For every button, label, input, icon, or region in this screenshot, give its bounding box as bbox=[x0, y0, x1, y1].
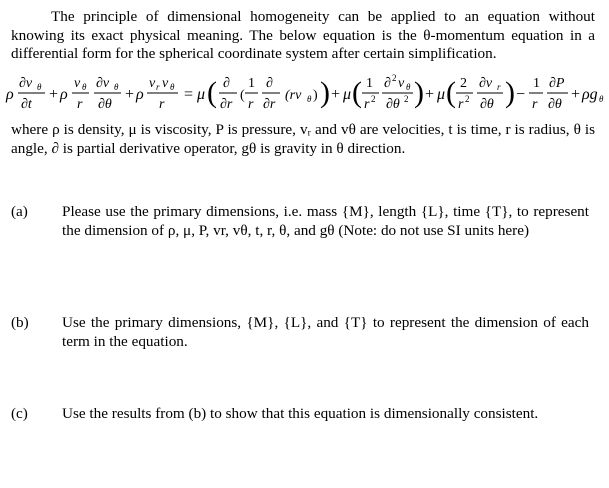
eq-rparen-big-2: ) bbox=[414, 76, 424, 109]
eq-num-v-9: v bbox=[398, 76, 405, 91]
eq-equals: = bbox=[184, 86, 194, 103]
eq-lparen-big-3: ( bbox=[446, 76, 456, 109]
question-a-label: (a) bbox=[11, 203, 28, 220]
eq-num-one-8: 1 bbox=[366, 76, 373, 91]
eq-den-dtheta-3: ∂θ bbox=[98, 97, 112, 112]
eq-sub-theta-2: θ bbox=[82, 82, 87, 92]
eq-num-vr: v bbox=[149, 76, 156, 91]
eq-num-d2: ∂ bbox=[384, 76, 391, 91]
eq-plus-5: + bbox=[571, 86, 581, 103]
eq-num-partial-7: ∂ bbox=[266, 76, 273, 91]
eq-sub-theta-4: θ bbox=[170, 82, 175, 92]
eq-den-r-6: r bbox=[248, 97, 254, 112]
eq-num-dv-11: ∂v bbox=[479, 76, 493, 91]
question-c bbox=[11, 405, 601, 425]
eq-rho-1: ρ bbox=[6, 86, 14, 103]
question-a bbox=[11, 203, 601, 263]
eq-den-dt: ∂t bbox=[21, 97, 32, 112]
theta-momentum-equation bbox=[0, 62, 609, 120]
eq-lparen-big-2: ( bbox=[352, 76, 362, 109]
eq-den-dtheta-11: ∂θ bbox=[480, 97, 494, 112]
question-c-label: (c) bbox=[11, 405, 28, 422]
eq-num-dP: ∂P bbox=[549, 76, 565, 91]
eq-num-vt: v bbox=[162, 76, 169, 91]
eq-sub-theta-6: θ bbox=[406, 82, 411, 92]
eq-den-sq-10: 2 bbox=[465, 94, 470, 104]
eq-sub-theta-3: θ bbox=[114, 82, 119, 92]
eq-plus-4: + bbox=[425, 86, 435, 103]
eq-den-r2-8: r bbox=[364, 97, 370, 112]
eq-den-dr-7: ∂r bbox=[263, 97, 276, 112]
eq-num-two-10: 2 bbox=[460, 76, 467, 91]
eq-den-dtheta-13: ∂θ bbox=[548, 97, 562, 112]
intro-paragraph: The principle of dimensional homogeneity can be applied to an equation without knowing its exact physical meaning. The below equation is the θ-momentum equation in a differential form for the spherical coordinate system after certain simplification. bbox=[11, 8, 595, 62]
eq-rv-theta: (rv bbox=[285, 88, 302, 103]
eq-rparen-small: ) bbox=[313, 88, 318, 103]
eq-rparen-big-3: ) bbox=[505, 76, 515, 109]
eq-num-partial-1: ∂ bbox=[223, 76, 230, 91]
question-b-text: Use the primary dimensions, {M}, {L}, and {T} to represent the dimension of each term in the equation. bbox=[62, 314, 589, 350]
eq-den-r-2: r bbox=[77, 97, 83, 112]
eq-rho-g: ρg bbox=[582, 86, 598, 103]
eq-mu-3: μ bbox=[437, 86, 446, 103]
eq-plus-2: + bbox=[125, 86, 135, 103]
eq-plus-1: + bbox=[49, 86, 59, 103]
eq-num-dv-3: ∂v bbox=[96, 76, 110, 91]
eq-plus-3: + bbox=[331, 86, 341, 103]
eq-den-sq-8: 2 bbox=[371, 94, 376, 104]
eq-minus: − bbox=[516, 86, 526, 103]
question-b bbox=[11, 314, 601, 354]
eq-num-one-6: 1 bbox=[248, 76, 255, 91]
eq-sub-theta-1: θ bbox=[37, 82, 42, 92]
eq-sub-r: r bbox=[156, 82, 160, 92]
variable-definitions: where ρ is density, μ is viscosity, P is pressure, vᵣ and vθ are velocities, t is time, r is radius, θ is angle, ∂ is partial derivative operator, gθ is gravity in θ direction. bbox=[11, 121, 595, 157]
eq-num-v-2: v bbox=[74, 76, 81, 91]
eq-den-r-12: r bbox=[532, 97, 538, 112]
eq-mu-1: μ bbox=[197, 86, 206, 103]
question-a-text: Please use the primary dimensions, i.e. mass {M}, length {L}, time {T}, to represent the dimension of ρ, μ, P, vr, vθ, t, r, θ, and gθ (Note: do not use SI units here) bbox=[62, 203, 589, 239]
eq-den-sq-9: 2 bbox=[404, 94, 409, 104]
eq-sub-theta-g: θ bbox=[599, 94, 604, 104]
eq-mu-2: μ bbox=[343, 86, 352, 103]
eq-lparen-small: ( bbox=[240, 88, 245, 103]
eq-sub-r-11: r bbox=[497, 82, 501, 92]
eq-den-r-4: r bbox=[159, 97, 165, 112]
eq-rparen-big-1: ) bbox=[320, 76, 330, 109]
eq-lparen-big-1: ( bbox=[207, 76, 217, 109]
eq-num-dv-1: ∂v bbox=[19, 76, 33, 91]
question-b-label: (b) bbox=[11, 314, 29, 331]
eq-num-one-12: 1 bbox=[533, 76, 540, 91]
question-c-text: Use the results from (b) to show that this equation is dimensionally consistent. bbox=[62, 405, 539, 422]
eq-sub-theta-5: θ bbox=[307, 94, 312, 104]
eq-den-dtheta2: ∂θ bbox=[386, 97, 400, 112]
eq-rho-3: ρ bbox=[136, 86, 144, 103]
eq-num-sq-9: 2 bbox=[392, 73, 397, 83]
eq-den-r2-10: r bbox=[458, 97, 464, 112]
eq-rho-2: ρ bbox=[60, 86, 68, 103]
eq-den-dr-5: ∂r bbox=[220, 97, 233, 112]
